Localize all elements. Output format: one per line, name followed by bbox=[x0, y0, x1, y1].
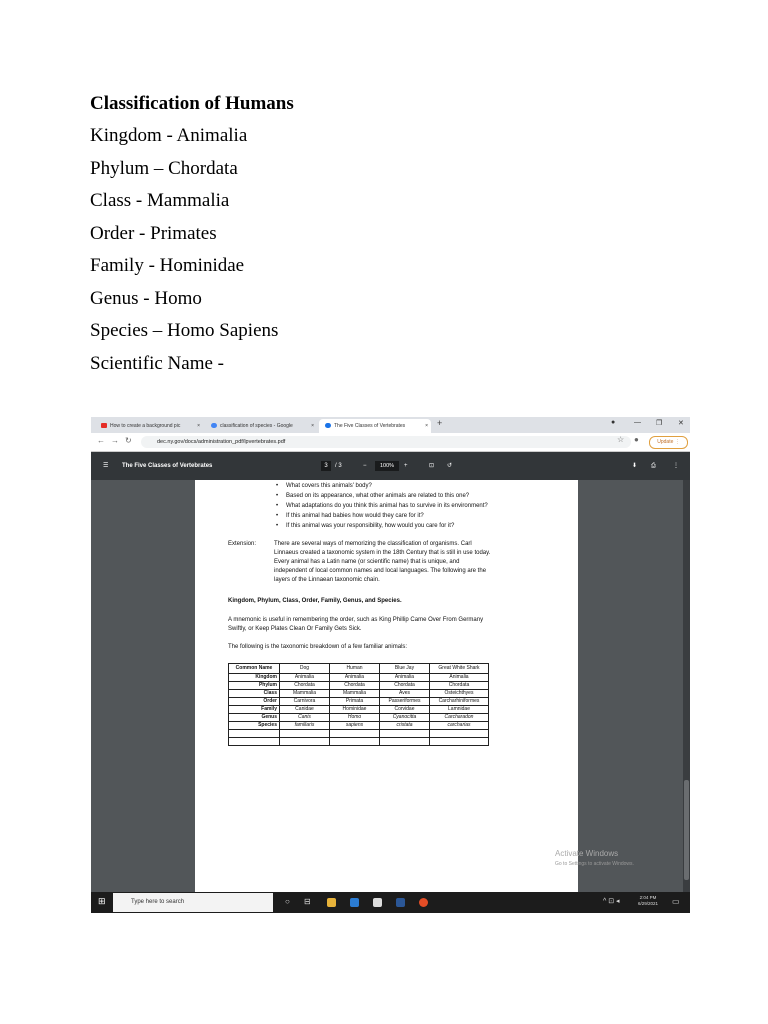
table-header-row bbox=[229, 664, 489, 674]
search-placeholder: Type here to search bbox=[131, 899, 185, 905]
task-view-icon[interactable]: ⊟ bbox=[304, 897, 311, 906]
tab-youtube[interactable] bbox=[95, 419, 203, 433]
table-row: Class Mammalia Mammalia Aves Osteichthyes bbox=[229, 690, 489, 698]
bullet-item: • Based on its appearance, what other animals are related to this one? bbox=[286, 492, 469, 501]
mnemonic-text: Swiftly, or Keep Plates Clean Or Family Gets Sick. bbox=[228, 626, 362, 632]
tab-label: The Five Classes of Vertebrates bbox=[334, 423, 406, 429]
clock-date: 6/29/2021 bbox=[638, 901, 659, 906]
account-icon[interactable]: ● bbox=[634, 435, 639, 444]
menu-icon[interactable]: ☰ bbox=[103, 463, 109, 469]
extension-text: layers of the Linnaean taxonomic chain. bbox=[274, 577, 380, 583]
taskbar-search-input[interactable] bbox=[113, 893, 273, 912]
table-header-cell: Human bbox=[330, 664, 380, 674]
breakdown-intro: The following is the taxonomic breakdown of a few familiar animals: bbox=[228, 644, 408, 650]
notification-icon[interactable]: ▭ bbox=[672, 897, 680, 906]
word-icon[interactable] bbox=[396, 898, 405, 907]
windows-taskbar bbox=[91, 892, 690, 913]
update-button[interactable]: Update ⋮ bbox=[649, 436, 688, 449]
back-icon[interactable]: ← bbox=[97, 436, 105, 445]
scientific-name-line: Scientific Name - bbox=[90, 352, 225, 374]
tab-label: classification of species - Google bbox=[220, 423, 293, 429]
table-row: Genus Canis Homo Cyanocitta Carcharadon bbox=[229, 714, 489, 722]
table-row-empty bbox=[229, 730, 489, 738]
zoom-out-icon[interactable]: − bbox=[363, 463, 367, 469]
scrollbar-thumb[interactable] bbox=[684, 780, 689, 880]
pdf-viewer[interactable] bbox=[91, 480, 690, 892]
close-icon[interactable]: × bbox=[311, 423, 314, 429]
url-text: dec.ny.gov/docs/administration_pdf/lpvertebrates.pdf bbox=[157, 439, 286, 445]
mail-icon[interactable] bbox=[350, 898, 359, 907]
family-line: Family - Hominidae bbox=[90, 255, 245, 276]
browser-tab-bar bbox=[91, 417, 690, 433]
extension-text: Linnaeus created a taxonomic system in the 18th Century that is still in use today. bbox=[274, 550, 491, 556]
kingdom-line: Kingdom - Animalia bbox=[90, 125, 248, 146]
tab-google[interactable] bbox=[205, 419, 317, 433]
taxonomic-chain-line: Kingdom, Phylum, Class, Order, Family, Genus, and Species. bbox=[228, 598, 402, 604]
bullet-item: • What adaptations do you think this animal has to survive in its environment? bbox=[286, 502, 488, 511]
system-tray-icons[interactable]: ^ ⊡ ◂ bbox=[603, 898, 620, 905]
bullet-item: • If this animal was your responsibility, how would you care for it? bbox=[286, 522, 454, 531]
table-row: Phylum Chordata Chordata Chordata Chordata bbox=[229, 682, 489, 690]
maximize-icon[interactable]: ❐ bbox=[656, 420, 663, 427]
pdf-page bbox=[195, 480, 578, 892]
taxonomy-table bbox=[228, 663, 489, 746]
species-line: Species – Homo Sapiens bbox=[90, 320, 279, 341]
table-header-cell: Common Name bbox=[229, 664, 280, 674]
activate-windows-watermark: Activate Windows Go to Settings to activate Windows. bbox=[555, 849, 634, 867]
file-explorer-icon[interactable] bbox=[327, 898, 336, 907]
minimize-icon[interactable]: — bbox=[634, 419, 641, 426]
embedded-browser-screenshot bbox=[91, 417, 690, 913]
zoom-input[interactable]: 100% bbox=[375, 461, 399, 471]
tab-label: How to create a background pic bbox=[110, 423, 181, 429]
taskbar-clock[interactable] bbox=[638, 895, 658, 907]
document-body bbox=[90, 88, 294, 380]
activate-windows-subtext: Go to Settings to activate Windows. bbox=[555, 861, 634, 867]
extension-label: Extension: bbox=[228, 541, 257, 547]
class-line: Class - Mammalia bbox=[90, 190, 230, 211]
document-heading: Classification of Humans bbox=[90, 93, 294, 114]
store-icon[interactable] bbox=[373, 898, 382, 907]
forward-icon[interactable]: → bbox=[111, 436, 119, 445]
pdf-title: The Five Classes of Vertebrates bbox=[122, 463, 213, 469]
pdf-toolbar bbox=[91, 452, 690, 480]
table-header-cell: Great White Shark bbox=[430, 664, 489, 674]
table-row-empty bbox=[229, 738, 489, 746]
tab-pdf[interactable] bbox=[319, 419, 431, 433]
genus-line: Genus - Homo bbox=[90, 287, 202, 309]
viewer-scrollbar[interactable] bbox=[683, 480, 690, 892]
download-icon[interactable]: ⬇ bbox=[632, 463, 638, 469]
print-icon[interactable]: ⎙ bbox=[651, 463, 656, 469]
google-icon bbox=[211, 423, 217, 428]
clock-time: 2:04 PM bbox=[639, 895, 657, 900]
zoom-in-icon[interactable]: + bbox=[404, 463, 408, 469]
bullet-item: • What covers this animals' body? bbox=[286, 482, 372, 491]
phylum-line: Phylum – Chordata bbox=[90, 157, 238, 179]
window-close-icon[interactable]: ✕ bbox=[678, 420, 684, 427]
star-icon[interactable]: ☆ bbox=[617, 435, 625, 444]
url-input[interactable] bbox=[141, 436, 631, 448]
table-row: Family Canidae Hominidae Corvidae Lamnidae bbox=[229, 706, 489, 714]
close-icon[interactable]: × bbox=[197, 423, 200, 429]
address-bar-row bbox=[91, 433, 690, 452]
new-tab-icon[interactable]: + bbox=[437, 418, 443, 428]
extension-text: Every animal has a Latin name (or scientific name) that is unique, and bbox=[274, 559, 460, 565]
page-number-input[interactable]: 3 bbox=[321, 461, 331, 471]
fit-page-icon[interactable]: ⊡ bbox=[429, 463, 435, 469]
table-header-cell: Dog bbox=[280, 664, 330, 674]
reload-icon[interactable]: ↻ bbox=[125, 436, 132, 445]
cortana-icon[interactable]: ○ bbox=[285, 897, 290, 906]
extension-text: There are several ways of memorizing the classification of organisms. Carl bbox=[274, 541, 472, 547]
rotate-icon[interactable]: ↺ bbox=[447, 463, 453, 469]
youtube-icon bbox=[101, 423, 107, 428]
extension-text: independent of local common names and local languages. The following are the bbox=[274, 568, 487, 574]
chrome-icon[interactable] bbox=[419, 898, 428, 907]
bullet-item: • If this animal had babies how would they care for it? bbox=[286, 512, 424, 521]
table-row: Kingdom Animalia Animalia Animalia Animalia bbox=[229, 674, 489, 682]
nysdec-icon bbox=[325, 423, 331, 428]
close-icon[interactable]: × bbox=[425, 423, 428, 429]
more-icon[interactable]: ⋮ bbox=[673, 463, 679, 469]
mnemonic-text: A mnemonic is useful in remembering the order, such as King Phillip Came Over From Germany bbox=[228, 617, 484, 623]
table-header-cell: Blue Jay bbox=[380, 664, 430, 674]
profile-dot-icon[interactable]: ● bbox=[611, 419, 616, 426]
page-total: / 3 bbox=[335, 463, 342, 469]
order-line: Order - Primates bbox=[90, 222, 217, 244]
windows-start-icon[interactable]: ⊞ bbox=[98, 896, 106, 906]
table-row: Order Carnivora Primata Passeriformes Carcharhiniformes bbox=[229, 698, 489, 706]
table-row: Species familiaris sapiens cristata carcharias bbox=[229, 722, 489, 730]
